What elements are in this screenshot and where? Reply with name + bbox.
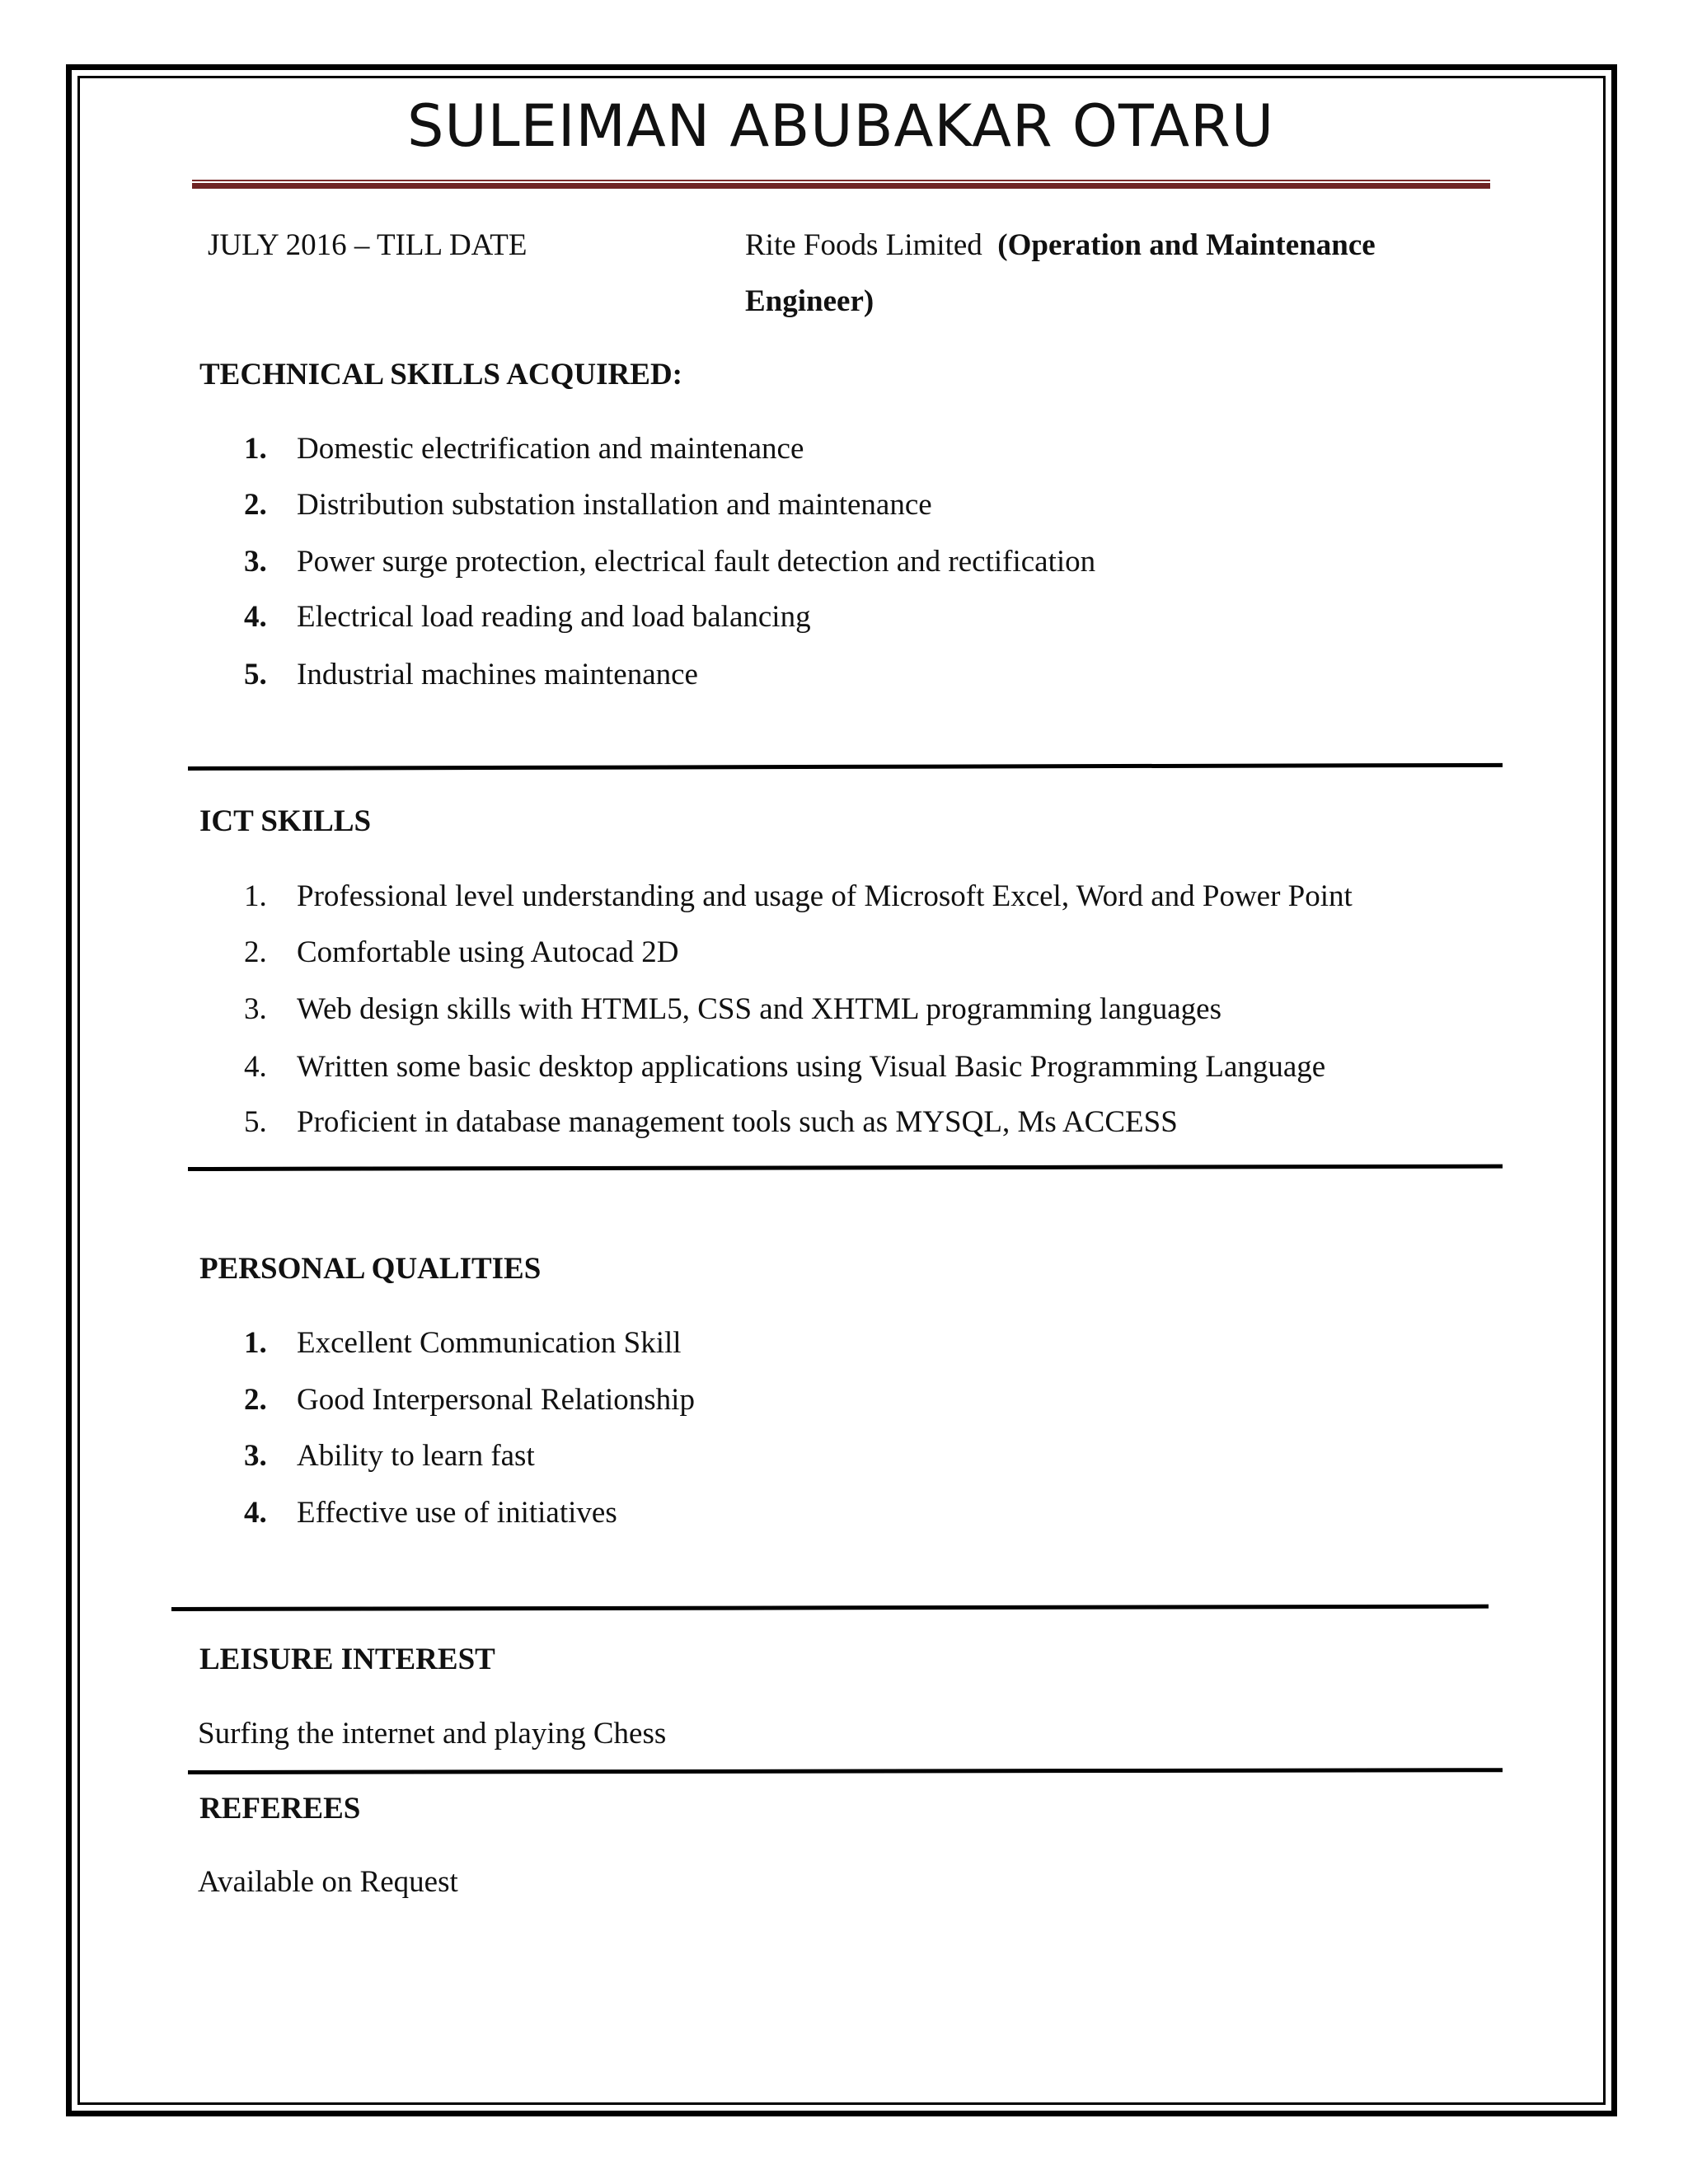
experience-period: JULY 2016 – TILL DATE — [208, 228, 528, 262]
personal-qualities-heading: PERSONAL QUALITIES — [199, 1252, 542, 1286]
experience-company-line — [745, 227, 1376, 264]
ict-skills-heading: ICT SKILLS — [199, 804, 372, 838]
technical-skills-heading: TECHNICAL SKILLS ACQUIRED: — [199, 358, 682, 391]
candidate-name: SULEIMAN ABUBAKAR OTARU — [406, 92, 1275, 160]
name-underline — [192, 180, 1490, 190]
leisure-interest-heading: LEISURE INTEREST — [199, 1643, 495, 1676]
experience-role: (Operation and Maintenance — [997, 228, 1376, 262]
referees-text: Available on Request — [198, 1865, 458, 1899]
leisure-interest-text: Surfing the internet and playing Chess — [198, 1717, 667, 1750]
experience-company: Rite Foods Limited — [745, 228, 982, 262]
experience-role-continued: Engineer) — [745, 284, 874, 318]
referees-heading: REFEREES — [199, 1792, 361, 1825]
